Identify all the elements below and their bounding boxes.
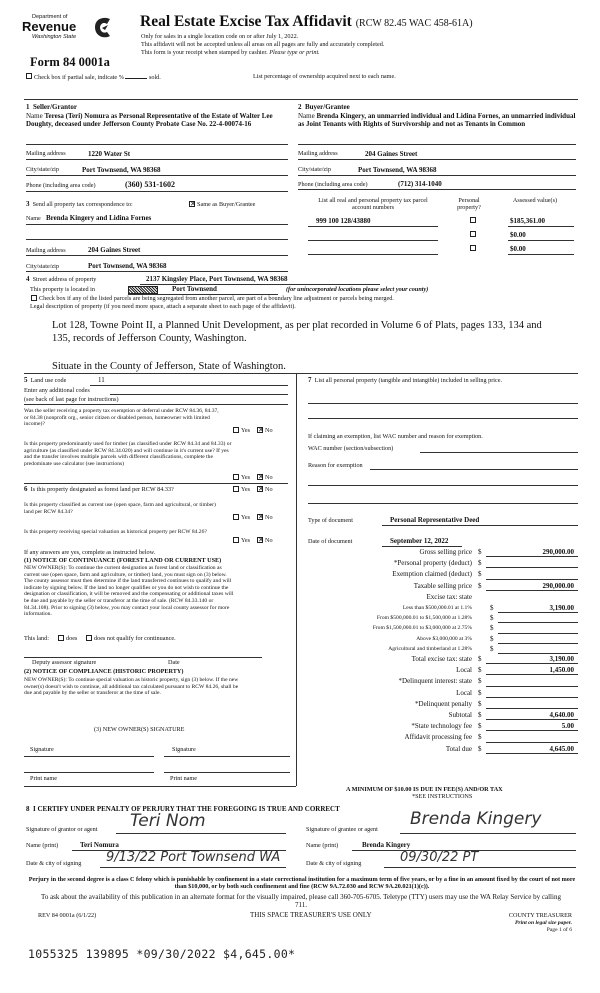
grantor-signature[interactable]: Teri Nom bbox=[130, 811, 206, 831]
exemption-reason-label: Reason for exemption bbox=[308, 462, 363, 469]
section3-label bbox=[26, 201, 133, 208]
partial-sale-percent-field[interactable] bbox=[125, 73, 147, 79]
grantee-date-rule bbox=[384, 867, 576, 868]
exemption-yes-checkbox[interactable] bbox=[233, 427, 239, 433]
tax-row-label: Exemption claimed (deduct) bbox=[392, 570, 472, 579]
new-owner-print-label-2: Print name bbox=[170, 775, 197, 782]
grantee-signature[interactable]: Brenda Kingery bbox=[410, 809, 542, 829]
tax-row-dollar-sign: $ bbox=[478, 677, 482, 686]
tax-row-rule bbox=[486, 719, 578, 720]
see-back-note: (see back of last page for instructions) bbox=[24, 396, 119, 403]
seller-heading-text: Seller/Grantor bbox=[33, 103, 77, 111]
seller-city-rule bbox=[26, 175, 288, 176]
buyer-name-rule bbox=[298, 144, 576, 145]
tax-row-dollar-sign: $ bbox=[478, 733, 482, 742]
section3-name-label: Name bbox=[26, 215, 41, 222]
section3-city-rule bbox=[26, 271, 288, 272]
tax-row-label: *Delinquent interest: state bbox=[398, 677, 472, 686]
see-instructions-note: *SEE INSTRUCTIONS bbox=[412, 793, 473, 800]
seller-phone-label: Phone (including area code) bbox=[26, 182, 96, 189]
redaction-mark bbox=[128, 286, 158, 294]
tax-row-amount[interactable]: 3,190.00 bbox=[549, 604, 574, 612]
dor-logo bbox=[18, 12, 118, 48]
treasurer-space-note: THIS SPACE TREASURER'S USE ONLY bbox=[250, 911, 372, 919]
parcel-row-2-value[interactable]: $0.00 bbox=[510, 231, 526, 239]
land-use-value[interactable]: 11 bbox=[98, 376, 105, 384]
land-does-checkbox[interactable] bbox=[58, 635, 64, 641]
tax-row-label: Less than $500,000.01 at 1.1% bbox=[402, 605, 472, 611]
parcels-col-assessed: Assessed value(s) bbox=[512, 197, 558, 204]
section3-mailing-value[interactable]: 204 Gaines Street bbox=[88, 246, 141, 254]
forest-question bbox=[24, 486, 174, 493]
new-owner-signature-label-1: Signature bbox=[30, 746, 54, 753]
timber-yes-label: Yes bbox=[241, 474, 251, 481]
tax-row-rule bbox=[486, 753, 578, 754]
section3-blank-rule bbox=[26, 239, 288, 240]
notice-continuance-body: NEW OWNER(S): To continue the current designation as forest land or classification as current use (open space, farm and agriculture, or timber) land, you must sign on (3) below. The county assessor must then determine if the land transferred continues to qualify and will indicate by signing below. If the land no longer qualifies or you do not wish to continue the designation or classification, it will be removed and the compensating or additional taxes will be due and payable by the seller or transferor at the time of sale. (RCW 84.33.140 or 84.34.108). Prior to signing (3) below, you may contact your local county assessor for more information. bbox=[24, 565, 234, 618]
tax-row-label: Total excise tax: state bbox=[411, 655, 472, 663]
logo-dept-text: Department of bbox=[32, 14, 68, 20]
grantor-signature-label: Signature of grantor or agent bbox=[26, 826, 98, 833]
tax-row-amount[interactable]: 3,190.00 bbox=[549, 655, 574, 663]
current-use-yes-label: Yes bbox=[241, 514, 251, 521]
partial-sale-label bbox=[34, 73, 161, 81]
tax-row-amount[interactable]: 5.00 bbox=[561, 722, 574, 731]
grantee-signature-rule bbox=[400, 833, 576, 834]
logo-revenue-text: Revenue bbox=[22, 19, 77, 34]
tax-row-dollar-sign: $ bbox=[478, 711, 482, 719]
notice-line-3 bbox=[141, 49, 320, 56]
land-does-label: does bbox=[66, 635, 78, 642]
minimum-fee-note: A MINIMUM OF $10.00 IS DUE IN FEE(S) AND/OR TAX bbox=[346, 786, 503, 793]
this-land-label: This land: bbox=[24, 635, 49, 642]
tax-row-dollar-sign: $ bbox=[478, 744, 482, 753]
tax-row-label: From $1,500,000.01 to $3,000,000 at 2.75% bbox=[372, 625, 472, 632]
seller-name-block bbox=[26, 112, 288, 128]
section4-street bbox=[26, 276, 96, 283]
certify-text: I CERTIFY UNDER PENALTY OF PERJURY THAT THE FOREGOING IS TRUE AND CORRECT bbox=[33, 805, 340, 813]
tax-row-label: *Personal property (deduct) bbox=[393, 559, 472, 568]
parcel-row-1-number[interactable]: 999 100 128/43880 bbox=[316, 217, 371, 225]
perjury-notice: Perjury in the second degree is a class C felony which is punishable by confinement in a state correctional institution for a maximum term of five years, or by a fine in an amount fixed by the court of not more than $10,000, or by both such confinement and fine (RCW 9A.72.030 and RCW 9A.20.021(1)(c)). bbox=[28, 876, 576, 891]
form-number: Form 84 0001a bbox=[30, 55, 110, 69]
grantor-print-name[interactable]: Teri Nomura bbox=[80, 841, 119, 849]
tax-row-dollar-sign: $ bbox=[478, 581, 482, 590]
new-owner-print-rule-2 bbox=[164, 772, 290, 773]
legal-description-text[interactable]: Lot 128, Towne Point II, a Planned Unit Development, as per plat recorded in Volume 6 of Plats, pages 133, 134 and 135, records of Jefferson County, Washington. bbox=[52, 320, 542, 344]
section3-mailing-rule bbox=[26, 255, 288, 256]
buyer-name-label: Name bbox=[298, 112, 315, 120]
tax-row-dollar-sign: $ bbox=[478, 548, 482, 556]
forest-yes-checkbox[interactable] bbox=[233, 486, 239, 492]
parcel-row-1-personal-checkbox[interactable] bbox=[470, 217, 476, 223]
notice-receipt: This form is your receipt when stamped by cashier. bbox=[141, 49, 268, 56]
tax-row-label: From $500,000.01 to $1,500,000 at 1.28% bbox=[376, 615, 472, 622]
deputy-date-label: Date bbox=[168, 659, 180, 666]
county-treasurer-label: COUNTY TREASURER bbox=[508, 912, 572, 919]
logo-mark-icon bbox=[93, 16, 113, 38]
unincorporated-note: (for unincorporated locations please select your county) bbox=[286, 286, 429, 293]
form-title-text: Real Estate Excise Tax Affidavit bbox=[140, 13, 352, 30]
tax-row-dollar-sign: $ bbox=[490, 644, 494, 653]
tax-row-rule bbox=[498, 653, 578, 654]
see-back-rule bbox=[24, 404, 288, 405]
partial-sale-sold: sold. bbox=[148, 74, 161, 81]
tax-row-rule bbox=[498, 622, 578, 623]
section5-top-rule bbox=[24, 373, 578, 374]
tax-row-rule bbox=[486, 730, 578, 731]
section3-name-value[interactable]: Brenda Kingery and Lidina Fornes bbox=[46, 214, 152, 222]
located-in-value[interactable]: Port Townsend bbox=[172, 285, 217, 293]
historic-no-checkbox[interactable]: ✕ bbox=[258, 536, 264, 544]
wac-number-rule bbox=[420, 452, 578, 453]
exemption-reason-rule-2 bbox=[308, 485, 578, 486]
forest-no-label: No bbox=[265, 486, 273, 493]
land-use-rule bbox=[90, 385, 288, 386]
cashier-receipt-stamp: 1055325 139895 *09/30/2022 $4,645.00* bbox=[28, 947, 296, 961]
new-owner-signature-heading: (3) NEW OWNER(S) SIGNATURE bbox=[94, 726, 185, 733]
tax-row-label: Taxable selling price bbox=[413, 581, 472, 590]
buyer-heading bbox=[298, 103, 350, 111]
tax-row-amount[interactable]: 290,000.00 bbox=[542, 548, 574, 556]
seller-mailing-value[interactable]: 1220 Water St bbox=[88, 150, 131, 158]
land-use-label bbox=[24, 377, 66, 384]
historic-yes-label: Yes bbox=[241, 537, 251, 544]
partial-sale-checkbox[interactable] bbox=[26, 73, 32, 79]
parcel-row-3-rule bbox=[308, 254, 438, 255]
exemption-reason-rule-3 bbox=[308, 503, 578, 504]
notice-compliance-title: (2) NOTICE OF COMPLIANCE (HISTORIC PROPERTY) bbox=[24, 668, 184, 675]
notice-type-print: Please type or print. bbox=[269, 49, 320, 56]
new-owner-print-rule-1 bbox=[24, 772, 154, 773]
exemption-no-checkbox[interactable]: ✕ bbox=[258, 426, 264, 434]
tax-row-label: Local bbox=[456, 666, 472, 675]
historic-no-label: No bbox=[265, 537, 273, 544]
grantee-date-city[interactable]: 09/30/22 PT bbox=[400, 850, 479, 865]
document-type-label: Type of document bbox=[308, 517, 353, 524]
section3-label-text: Send all property tax correspondence to: bbox=[32, 201, 133, 208]
form-title-ref: (RCW 82.45 WAC 458-61A) bbox=[355, 18, 473, 29]
forest-yes-label: Yes bbox=[241, 486, 251, 493]
section3-city-label: City/state/zip bbox=[26, 263, 59, 270]
section5-num: 5 bbox=[24, 376, 28, 384]
seller-city-value[interactable]: Port Townsend, WA 98368 bbox=[82, 166, 161, 174]
grantor-date-city[interactable]: 9/13/22 Port Townsend WA bbox=[106, 850, 281, 865]
located-in-label: This property is located in bbox=[30, 286, 95, 293]
tax-row-label: Subtotal bbox=[448, 711, 472, 719]
tax-row-dollar-sign: $ bbox=[478, 559, 482, 568]
same-as-buyer-label: Same as Buyer/Grantee bbox=[197, 201, 256, 208]
seller-name-value[interactable]: Teresa (Teri) Nomura as Personal Representative of the Estate of Walter Lee Doughty, deceased under Jefferson County Probate Case No. 22-4-00074-16 bbox=[26, 112, 273, 128]
alternate-format-note: To ask about the availability of this publication in an alternate format for the visually impaired, please call 360-705-6705. Teletype (TTY) users may use the WA Relay Service by calling 711. bbox=[41, 893, 561, 909]
document-date-value[interactable]: September 12, 2022 bbox=[390, 537, 449, 545]
grantee-print-label: Name (print) bbox=[306, 842, 339, 849]
document-date-rule bbox=[382, 546, 462, 547]
exemption-no-label: No bbox=[265, 427, 273, 434]
timber-no-label: No bbox=[265, 474, 273, 481]
ownership-note: List percentage of ownership acquired next to each name. bbox=[253, 73, 396, 80]
tax-row-rule bbox=[486, 567, 578, 568]
exemption-claim-label: If claiming an exemption, list WAC number and reason for exemption. bbox=[308, 433, 483, 440]
section4-num: 4 bbox=[26, 275, 30, 283]
legal-description-situate[interactable]: Situate in the County of Jefferson, State of Washington. bbox=[52, 361, 286, 372]
tax-row-amount[interactable]: 4,640.00 bbox=[549, 711, 574, 719]
segregated-checkbox[interactable] bbox=[31, 295, 37, 301]
new-owner-signature-rule-2 bbox=[164, 756, 290, 757]
forest-no-checkbox[interactable]: ✕ bbox=[258, 485, 264, 493]
exemption-reason-rule bbox=[370, 469, 578, 470]
personal-property-rule-1 bbox=[308, 403, 578, 404]
legal-paper-note: Print on legal size paper. bbox=[514, 920, 572, 926]
logo-state-text: Washington State bbox=[32, 34, 77, 40]
seller-name-rule bbox=[26, 144, 288, 145]
new-owner-signature-rule-1 bbox=[24, 756, 154, 757]
section5-bottom-rule bbox=[24, 483, 288, 484]
current-use-no-label: No bbox=[265, 514, 273, 521]
buyer-phone-label: Phone (including area code) bbox=[298, 181, 368, 188]
tax-row-dollar-sign: $ bbox=[478, 666, 482, 675]
land-does-not-label: does not qualify for continuance. bbox=[94, 635, 176, 642]
tax-row-rule bbox=[486, 579, 578, 580]
tax-row-label: *Delinquent penalty bbox=[415, 699, 472, 708]
notice-continuance-title: (1) NOTICE OF CONTINUANCE (FOREST LAND OR CURRENT USE) bbox=[24, 557, 222, 564]
section3-num: 3 bbox=[26, 200, 30, 208]
buyer-phone-rule bbox=[298, 189, 576, 190]
current-use-no-checkbox[interactable]: ✕ bbox=[258, 513, 264, 521]
current-use-question: Is this property classified as current use (open space, farm and agricultural, or timber) land per RCW 84.34? bbox=[24, 502, 216, 515]
tax-row-rule bbox=[486, 697, 578, 698]
parcel-row-1-value[interactable]: $185,361.00 bbox=[510, 217, 545, 225]
tax-row-rule bbox=[486, 663, 578, 664]
tax-row-label: Affidavit processing fee bbox=[404, 733, 472, 742]
tax-row-dollar-sign: $ bbox=[490, 614, 494, 623]
buyer-city-value[interactable]: Port Townsend, WA 98368 bbox=[358, 166, 437, 174]
seller-name-label: Name bbox=[26, 112, 43, 120]
parcel-row-3-personal-checkbox[interactable] bbox=[470, 245, 476, 251]
tax-row-label: Above $3,000,000 at 3% bbox=[416, 635, 472, 642]
historic-yes-checkbox[interactable] bbox=[233, 537, 239, 543]
buyer-heading-text: Buyer/Grantee bbox=[305, 103, 350, 111]
notice-line-2: This affidavit will not be accepted unless all areas on all pages are fully and accurately completed. bbox=[141, 41, 385, 48]
grantee-print-name[interactable]: Brenda Kingery bbox=[362, 841, 411, 849]
buyer-city-label: City/state/zip bbox=[298, 166, 331, 173]
new-owner-signature-label-2: Signature bbox=[172, 746, 196, 753]
section3-city-value[interactable]: Port Townsend, WA 98368 bbox=[88, 262, 167, 270]
tax-row-rule bbox=[486, 742, 578, 743]
property-street-value[interactable]: 2137 Kingsley Place, Port Townsend, WA 98368 bbox=[146, 275, 288, 283]
wac-number-label: WAC number (section/subsection) bbox=[308, 445, 394, 452]
tax-row-rule bbox=[486, 556, 578, 557]
section6-num: 6 bbox=[24, 485, 28, 493]
tax-row-label: Local bbox=[456, 688, 472, 697]
seller-city-label: City/state/zip bbox=[26, 166, 59, 173]
page-number: Page 1 of 6 bbox=[546, 927, 572, 933]
same-as-buyer-checkbox[interactable]: ✕ bbox=[190, 200, 196, 208]
section3-name-rule bbox=[26, 224, 288, 225]
additional-codes-label: Enter any additional codes bbox=[24, 387, 90, 394]
tax-row-amount[interactable]: 4,645.00 bbox=[549, 744, 574, 753]
tax-row-rule bbox=[498, 612, 578, 613]
tax-row-rule bbox=[486, 686, 578, 687]
tax-row-rule bbox=[498, 643, 578, 644]
parcels-col-accounts: List all real and personal property tax parcel account numbers bbox=[318, 197, 428, 212]
parcel-row-2-value-rule bbox=[508, 240, 574, 241]
buyer-city-rule bbox=[298, 175, 576, 176]
buyer-num: 2 bbox=[298, 103, 302, 111]
additional-codes-rule bbox=[110, 394, 288, 395]
section3-mailing-label: Mailing address bbox=[26, 247, 66, 254]
if-yes-note: If any answers are yes, complete as instructed below. bbox=[24, 549, 156, 556]
form-title bbox=[140, 14, 473, 32]
seller-phone-rule bbox=[26, 191, 288, 192]
tax-row-dollar-sign: $ bbox=[478, 655, 482, 663]
buyer-phone-value[interactable]: (712) 314-1040 bbox=[398, 180, 442, 188]
grantor-signature-rule bbox=[116, 833, 286, 834]
tax-row-amount[interactable]: 1,450.00 bbox=[549, 666, 574, 675]
buyer-name-value[interactable]: Brenda Kingery, an unmarried individual and Lidina Fornes, an unmarried individual as Joint Tenants with Rights of Survivorship and not as Tenants in Common bbox=[298, 112, 576, 128]
land-use-label-text: Land use code bbox=[30, 377, 67, 384]
parcel-row-2-personal-checkbox[interactable] bbox=[470, 231, 476, 237]
personal-property-label-text: List all personal property (tangible and intangible) included in selling price. bbox=[314, 377, 503, 384]
parcel-row-2-rule bbox=[308, 240, 438, 241]
tax-row-label: *State technology fee bbox=[411, 722, 472, 731]
tax-row-amount[interactable]: 290,000.00 bbox=[542, 581, 574, 590]
tax-row-label: Gross selling price bbox=[419, 548, 472, 556]
tax-row-dollar-sign: $ bbox=[478, 570, 482, 579]
segregated-label: Check box if any of the listed parcels are being segregated from another parcel, are part of a boundary line adjustment or parcels being merged. bbox=[39, 295, 394, 302]
section7-num: 7 bbox=[308, 376, 312, 384]
top-divider bbox=[24, 99, 578, 100]
parcel-row-1-rule bbox=[308, 226, 438, 227]
tax-row-dollar-sign: $ bbox=[478, 699, 482, 708]
revision-code: REV 84 0001a (6/1/22) bbox=[38, 912, 97, 919]
tax-row-dollar-sign: $ bbox=[478, 722, 482, 731]
seller-heading bbox=[26, 103, 77, 111]
notice-compliance-body: NEW OWNER(S): To continue special valuation as historic property, sign (3) below. If the new owner(s) doesn't wish to continue, all additional tax calculated pursuant to RCW 84.26, shall be due and payable by the seller or transferor at the time of sale. bbox=[24, 677, 239, 697]
tax-row-dollar-sign: $ bbox=[478, 688, 482, 697]
section8-num: 8 bbox=[26, 805, 30, 813]
notice-line-1: Only for sales in a single location code on or after July 1, 2022. bbox=[141, 33, 299, 40]
document-date-label: Date of document bbox=[308, 538, 353, 545]
tax-row-dollar-sign: $ bbox=[490, 624, 494, 633]
grantee-signature-label: Signature of grantee or agent bbox=[306, 826, 378, 833]
section4-street-label: Street address of property bbox=[32, 276, 97, 283]
parcel-row-3-value[interactable]: $0.00 bbox=[510, 245, 526, 253]
buyer-mailing-rule bbox=[298, 159, 576, 160]
current-use-yes-checkbox[interactable] bbox=[233, 514, 239, 520]
tax-row-label: Total due bbox=[445, 744, 472, 753]
grantee-date-label: Date & city of signing bbox=[306, 860, 362, 867]
exemption-yes-label: Yes bbox=[241, 427, 251, 434]
timber-question: Is this property predominantly used for timber (as classified under RCW 84.34 and 84.33) or agriculture (as classified under RCW 84.34.020) and will continue in it's current use? If yes and the transfer involves multiple parcels with different classifications, complete the predominate use calculator (see instructions) bbox=[24, 441, 232, 467]
column-divider bbox=[296, 374, 297, 786]
tax-row-dollar-sign: $ bbox=[490, 634, 494, 643]
personal-property-rule-2 bbox=[308, 418, 578, 419]
buyer-mailing-value[interactable]: 204 Gaines Street bbox=[365, 150, 418, 158]
exemption-question: Was the seller receiving a property tax exemption or deferral under RCW 84.36, 84.37, or 84.38 (nonprofit org., senior citizen or disabled person, homeowner with limited income)? bbox=[24, 408, 219, 428]
tax-row-dollar-sign: $ bbox=[490, 604, 494, 612]
historic-question: Is this property receiving special valuation as historical property per RCW 84.26? bbox=[24, 529, 207, 535]
document-type-rule bbox=[382, 525, 578, 526]
forest-question-text: Is this property designated as forest land per RCW 84.33? bbox=[30, 486, 174, 493]
seller-mailing-label: Mailing address bbox=[26, 150, 66, 157]
timber-yes-checkbox[interactable] bbox=[233, 474, 239, 480]
grantor-print-label: Name (print) bbox=[26, 842, 59, 849]
personal-property-label bbox=[308, 377, 578, 384]
document-type-value[interactable]: Personal Representative Deed bbox=[390, 516, 480, 524]
new-owner-print-label-1: Print name bbox=[30, 775, 57, 782]
tax-row-rule bbox=[486, 674, 578, 675]
buyer-mailing-label: Mailing address bbox=[298, 150, 338, 157]
tax-row-rule bbox=[486, 708, 578, 709]
timber-no-checkbox[interactable]: ✕ bbox=[258, 473, 264, 481]
seller-num: 1 bbox=[26, 103, 30, 111]
legal-description-label: Legal description of property (if you need more space, attach a separate sheet to each page of the affidavit). bbox=[30, 303, 296, 310]
seller-phone-value[interactable]: (360) 531-1602 bbox=[125, 180, 175, 189]
seller-mailing-rule bbox=[26, 159, 288, 160]
deputy-signature-rule bbox=[24, 657, 262, 658]
parcels-col-personal: Personal property? bbox=[457, 197, 481, 212]
parcel-row-1-value-rule bbox=[508, 226, 574, 227]
section8-top-rule bbox=[24, 786, 296, 787]
tax-row-label: Agricultural and timberland at 1.28% bbox=[388, 645, 472, 652]
grantor-date-label: Date & city of signing bbox=[26, 860, 82, 867]
buyer-name-block bbox=[298, 112, 576, 128]
tax-row-label: Excise tax: state bbox=[426, 592, 472, 601]
grantor-date-rule bbox=[100, 867, 286, 868]
tax-row-rule bbox=[486, 590, 578, 591]
partial-sale-text: Check box if partial sale, indicate % bbox=[34, 74, 124, 81]
land-does-not-checkbox[interactable] bbox=[86, 635, 92, 641]
deputy-signature-label: Deputy assessor signature bbox=[32, 659, 97, 666]
parcel-row-3-value-rule bbox=[508, 254, 574, 255]
tax-row-rule bbox=[498, 633, 578, 634]
